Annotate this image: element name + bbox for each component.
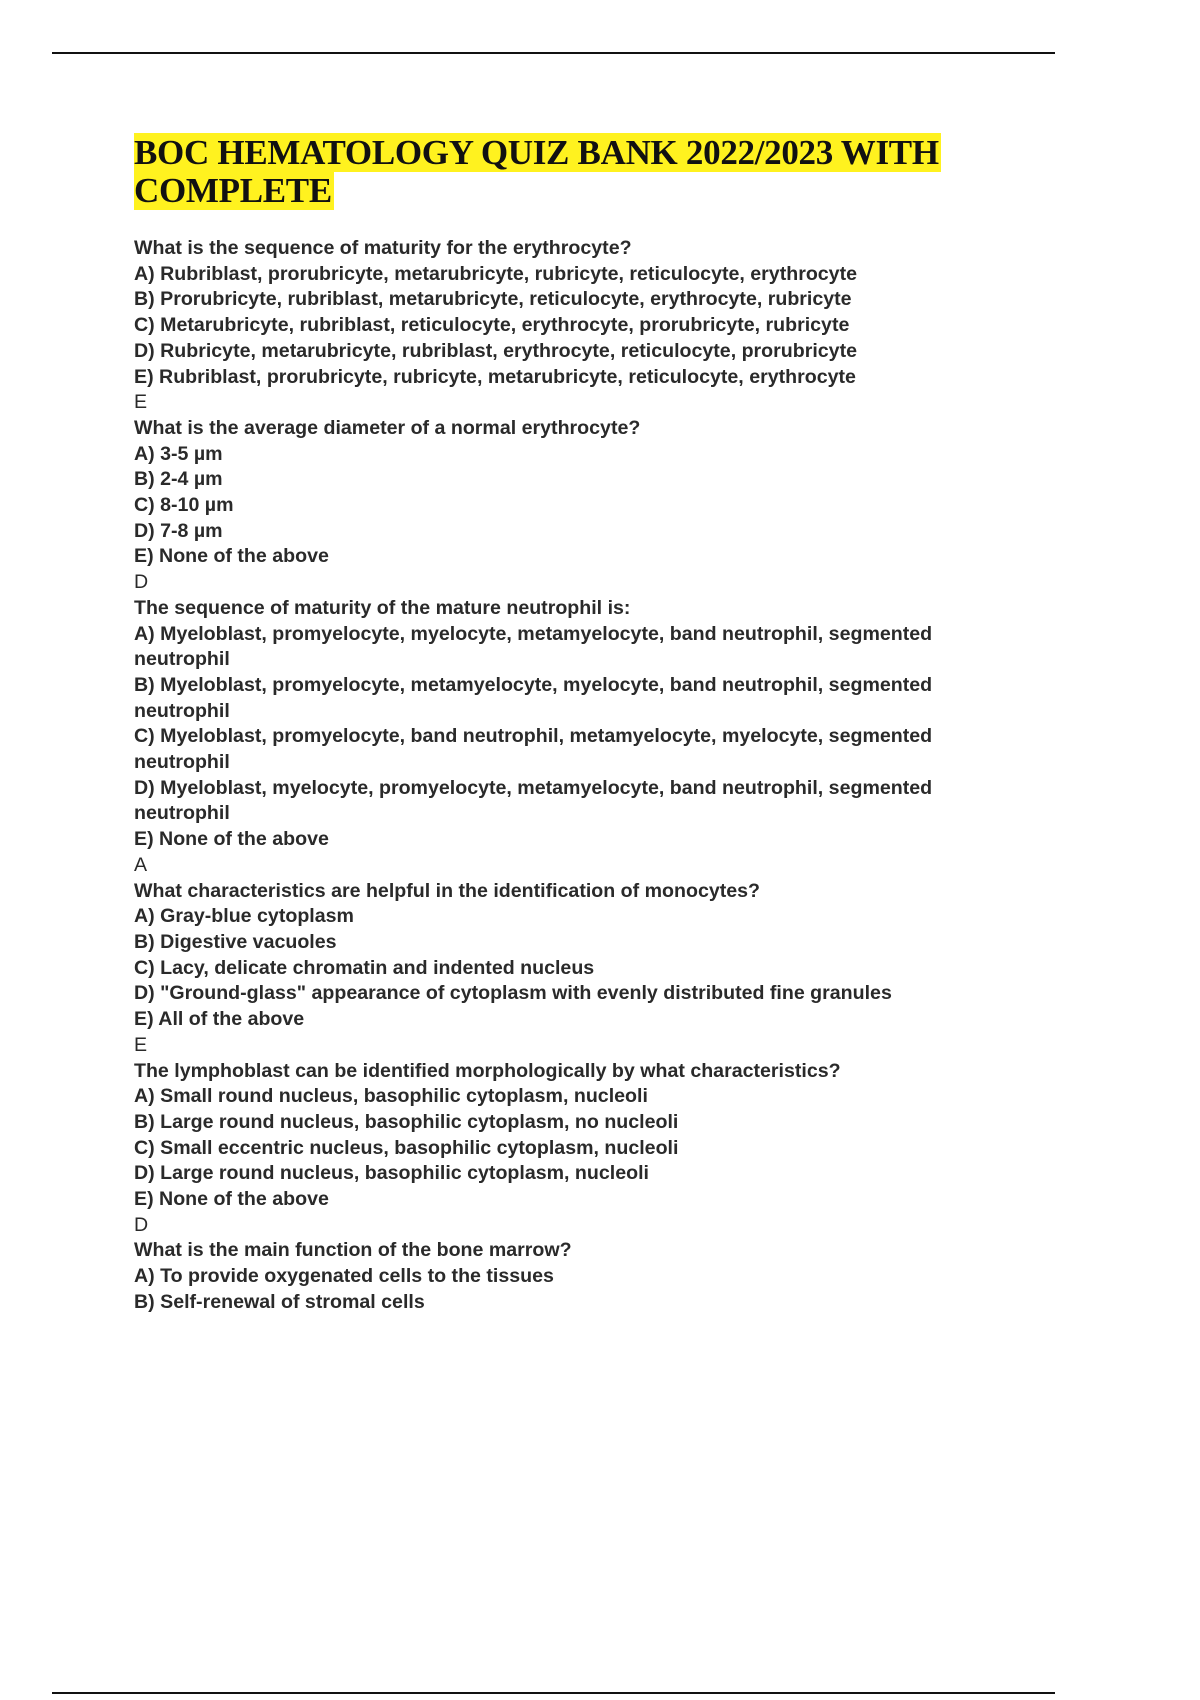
correct-answer: D bbox=[134, 571, 149, 594]
question-list bbox=[134, 236, 1014, 1316]
question-block bbox=[134, 236, 1014, 416]
answer-option: B) Digestive vacuoles bbox=[134, 930, 337, 953]
answer-option: B) Prorubricyte, rubriblast, metarubricyte, reticulocyte, erythrocyte, rubricyte bbox=[134, 288, 852, 311]
question-text: The lymphoblast can be identified morphologically by what characteristics? bbox=[134, 1059, 841, 1082]
question-text: What characteristics are helpful in the identification of monocytes? bbox=[134, 879, 761, 902]
question-text: What is the main function of the bone marrow? bbox=[134, 1239, 572, 1262]
answer-option: C) Small eccentric nucleus, basophilic cytoplasm, nucleoli bbox=[134, 1136, 679, 1159]
answer-option: D) Large round nucleus, basophilic cytoplasm, nucleoli bbox=[134, 1162, 649, 1185]
answer-option: A) Gray-blue cytoplasm bbox=[134, 905, 354, 928]
correct-answer: A bbox=[134, 853, 148, 876]
question-text: The sequence of maturity of the mature neutrophil is: bbox=[134, 596, 631, 619]
question-text: What is the average diameter of a normal erythrocyte? bbox=[134, 416, 641, 439]
answer-option: B) Self-renewal of stromal cells bbox=[134, 1290, 425, 1313]
answer-option: B) 2-4 µm bbox=[134, 468, 223, 491]
question-text: What is the sequence of maturity for the erythrocyte? bbox=[134, 237, 632, 259]
answer-option: B) Large round nucleus, basophilic cytoplasm, no nucleoli bbox=[134, 1110, 679, 1133]
correct-answer: E bbox=[134, 391, 148, 414]
answer-option: A) 3-5 µm bbox=[134, 442, 223, 465]
answer-option: D) Rubricyte, metarubricyte, rubriblast, erythrocyte, reticulocyte, prorubricyte bbox=[134, 339, 857, 362]
answer-option: D) Myeloblast, myelocyte, promyelocyte, metamyelocyte, band neutrophil, segmented neutrophil bbox=[134, 776, 933, 825]
answer-option: E) None of the above bbox=[134, 1188, 329, 1211]
answer-option: D) "Ground-glass" appearance of cytoplasm with evenly distributed fine granules bbox=[134, 982, 892, 1005]
answer-option: C) 8-10 µm bbox=[134, 494, 234, 517]
answer-option: E) All of the above bbox=[134, 1008, 305, 1031]
question-block bbox=[134, 1238, 1014, 1315]
correct-answer: D bbox=[134, 1213, 149, 1236]
document-body bbox=[134, 134, 1014, 1316]
answer-option: C) Lacy, delicate chromatin and indented nucleus bbox=[134, 956, 595, 979]
answer-option: C) Myeloblast, promyelocyte, band neutrophil, metamyelocyte, myelocyte, segmented neutrophil bbox=[134, 725, 933, 774]
answer-option: A) Myeloblast, promyelocyte, myelocyte, metamyelocyte, band neutrophil, segmented neutrophil bbox=[134, 622, 933, 671]
footer-rule bbox=[52, 1692, 1055, 1694]
document-title: BOC HEMATOLOGY QUIZ BANK 2022/2023 WITH COMPLETE bbox=[134, 133, 939, 210]
answer-option: E) None of the above bbox=[134, 545, 329, 568]
correct-answer: E bbox=[134, 1033, 148, 1056]
answer-option: E) None of the above bbox=[134, 828, 329, 851]
answer-option: D) 7-8 µm bbox=[134, 519, 223, 542]
question-block bbox=[134, 879, 1014, 1059]
question-block bbox=[134, 596, 1014, 879]
question-block bbox=[134, 416, 1014, 596]
answer-option: A) To provide oxygenated cells to the tissues bbox=[134, 1265, 554, 1288]
answer-option: E) Rubriblast, prorubricyte, rubricyte, metarubricyte, reticulocyte, erythrocyte bbox=[134, 365, 856, 388]
answer-option: B) Myeloblast, promyelocyte, metamyelocyte, myelocyte, band neutrophil, segmented neutrophil bbox=[134, 673, 933, 722]
question-block bbox=[134, 1059, 1014, 1239]
header-rule bbox=[52, 52, 1055, 54]
answer-option: C) Metarubricyte, rubriblast, reticulocyte, erythrocyte, prorubricyte, rubricyte bbox=[134, 314, 850, 337]
answer-option: A) Small round nucleus, basophilic cytoplasm, nucleoli bbox=[134, 1085, 648, 1108]
answer-option: A) Rubriblast, prorubricyte, metarubricyte, rubricyte, reticulocyte, erythrocyte bbox=[134, 262, 857, 285]
